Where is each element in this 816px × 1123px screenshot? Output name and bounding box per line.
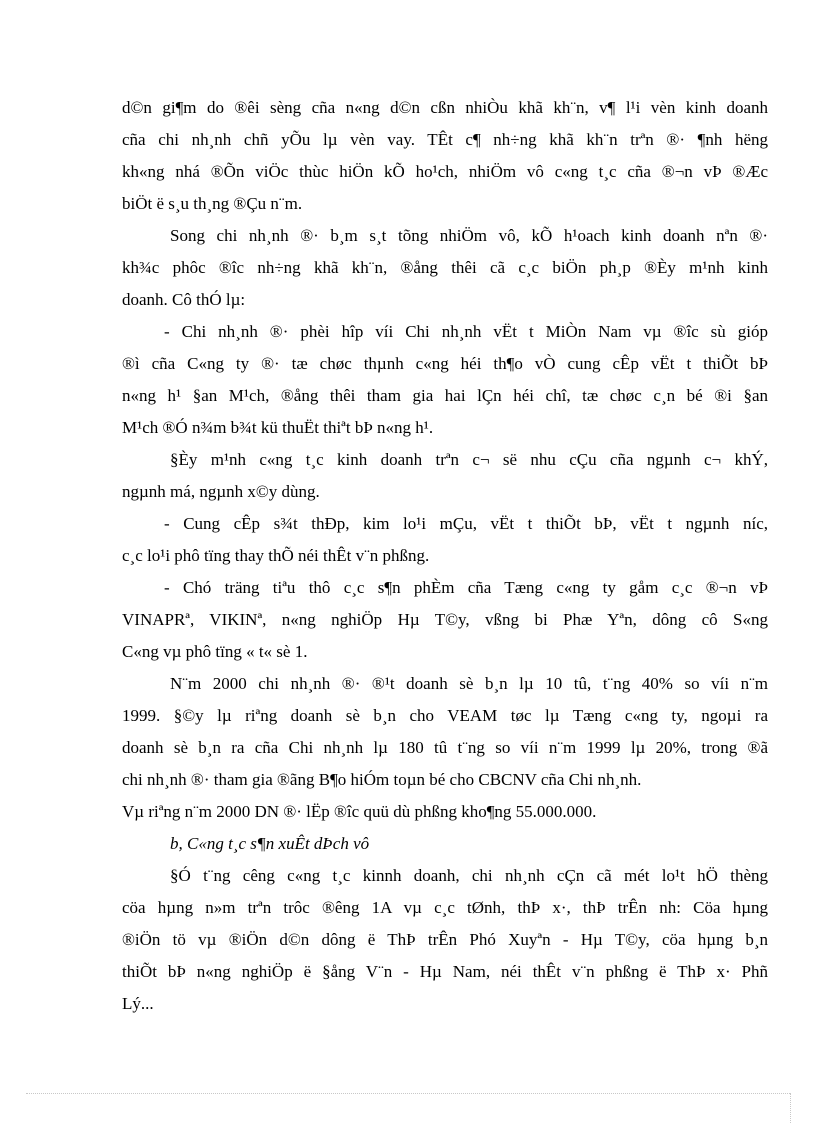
- text-line: M¹ch ®Ó n¾m b¾t kü thuËt thiªt bÞ n«ng h¹.: [122, 418, 434, 437]
- text-line: ngµnh má, ngµnh x©y dùng.: [122, 482, 320, 501]
- text-line: VINAPRª, VIKINª, n«ng nghiÖp Hµ T©y, vßng bi Phæ Yªn, dông cô S«ng: [122, 610, 768, 629]
- text-line: doanh. Cô thÓ lµ:: [122, 290, 246, 309]
- text-line: Vµ riªng n¨m 2000 DN ®· lËp ®îc quü dù phßng kho¶ng 55.000.000.: [122, 802, 597, 821]
- text-line: n«ng h¹ §an M¹ch, ®ång thêi tham gia hai lÇn héi chî, tæ chøc c¸n bé ®i §an: [122, 386, 768, 405]
- text-line: cña chi nh¸nh chñ yÕu lµ vèn vay. TÊt c¶ nh÷ng khã kh¨n trªn ®· ¶nh hëng: [122, 130, 768, 149]
- text-line: 1999. §©y lµ riªng doanh sè b¸n cho VEAM tøc lµ Tæng c«ng ty, ngoµi ra: [122, 706, 768, 725]
- text-line: - Chi nh¸nh ®· phèi hîp víi Chi nh¸nh vËt t MiÒn Nam vµ ®îc sù gióp: [164, 322, 768, 341]
- text-line: c¸c lo¹i phô tïng thay thÕ néi thÊt v¨n phßng.: [122, 546, 430, 565]
- text-line: cöa hµng n»m trªn trôc ®êng 1A vµ c¸c tØnh, thÞ x·, thÞ trÊn nh: Cöa hµng: [122, 898, 768, 917]
- text-line: §Èy m¹nh c«ng t¸c kinh doanh trªn c¬ së nhu cÇu cña ngµnh c¬ khÝ,: [170, 450, 768, 469]
- text-line: biÖt ë s¸u th¸ng ®Çu n¨m.: [122, 194, 303, 213]
- text-line: §Ó t¨ng cêng c«ng t¸c kinnh doanh, chi nh¸nh cÇn cã mét lo¹t hÖ thèng: [170, 866, 768, 885]
- text-line: N¨m 2000 chi nh¸nh ®· ®¹t doanh sè b¸n lµ 10 tû, t¨ng 40% so víi n¨m: [170, 674, 768, 693]
- section-heading: b, C«ng t¸c s¶n xuÊt dÞch vô: [170, 834, 370, 853]
- text-line: Song chi nh¸nh ®· b¸m s¸t tõng nhiÖm vô, kÕ h¹oach kinh doanh nªn ®·: [170, 226, 768, 245]
- text-line: thiÕt bÞ n«ng nghiÖp ë §ång V¨n - Hµ Nam, néi thÊt v¨n phßng ë ThÞ x· Phñ: [122, 962, 768, 981]
- text-line: - Chó träng tiªu thô c¸c s¶n phÈm cña Tæng c«ng ty gåm c¸c ®¬n vÞ: [164, 578, 768, 597]
- text-line: d©n gi¶m do ®êi sèng cña n«ng d©n cßn nhiÒu khã kh¨n, v¶ l¹i vèn kinh doanh: [122, 98, 768, 117]
- text-line: ®ì cña C«ng ty ®· tæ chøc thµnh c«ng héi th¶o vÒ cung cÊp vËt t thiÕt bÞ: [122, 354, 768, 373]
- document-body: [122, 92, 768, 1020]
- text-line: kh«ng nhá ®Õn viÖc thùc hiÖn kÕ ho¹ch, nhiÖm vô c«ng t¸c cña ®¬n vÞ ®Æc: [122, 162, 768, 181]
- text-line: ®iÖn tö vµ ®iÖn d©n dông ë ThÞ trÊn Phó Xuyªn - Hµ T©y, cöa hµng b¸n: [122, 930, 768, 949]
- text-line: Lý...: [122, 994, 154, 1013]
- page-boundary-corner: [790, 1093, 791, 1123]
- text-line: C«ng vµ phô tïng « t« sè 1.: [122, 642, 308, 661]
- text-line: doanh sè b¸n ra cña Chi nh¸nh lµ 180 tû t¨ng so víi n¨m 1999 lµ 20%, trong ®ã: [122, 738, 768, 757]
- text-line: - Cung cÊp s¾t thÐp, kim lo¹i mÇu, vËt t thiÕt bÞ, vËt t ngµnh níc,: [164, 514, 768, 533]
- page-boundary-line: [26, 1093, 790, 1094]
- text-line: kh¾c phôc ®îc nh÷ng khã kh¨n, ®ång thêi cã c¸c biÖn ph¸p ®Èy m¹nh kinh: [122, 258, 768, 277]
- text-line: chi nh¸nh ®· tham gia ®ãng B¶o hiÓm toµn bé cho CBCNV cña Chi nh¸nh.: [122, 770, 642, 789]
